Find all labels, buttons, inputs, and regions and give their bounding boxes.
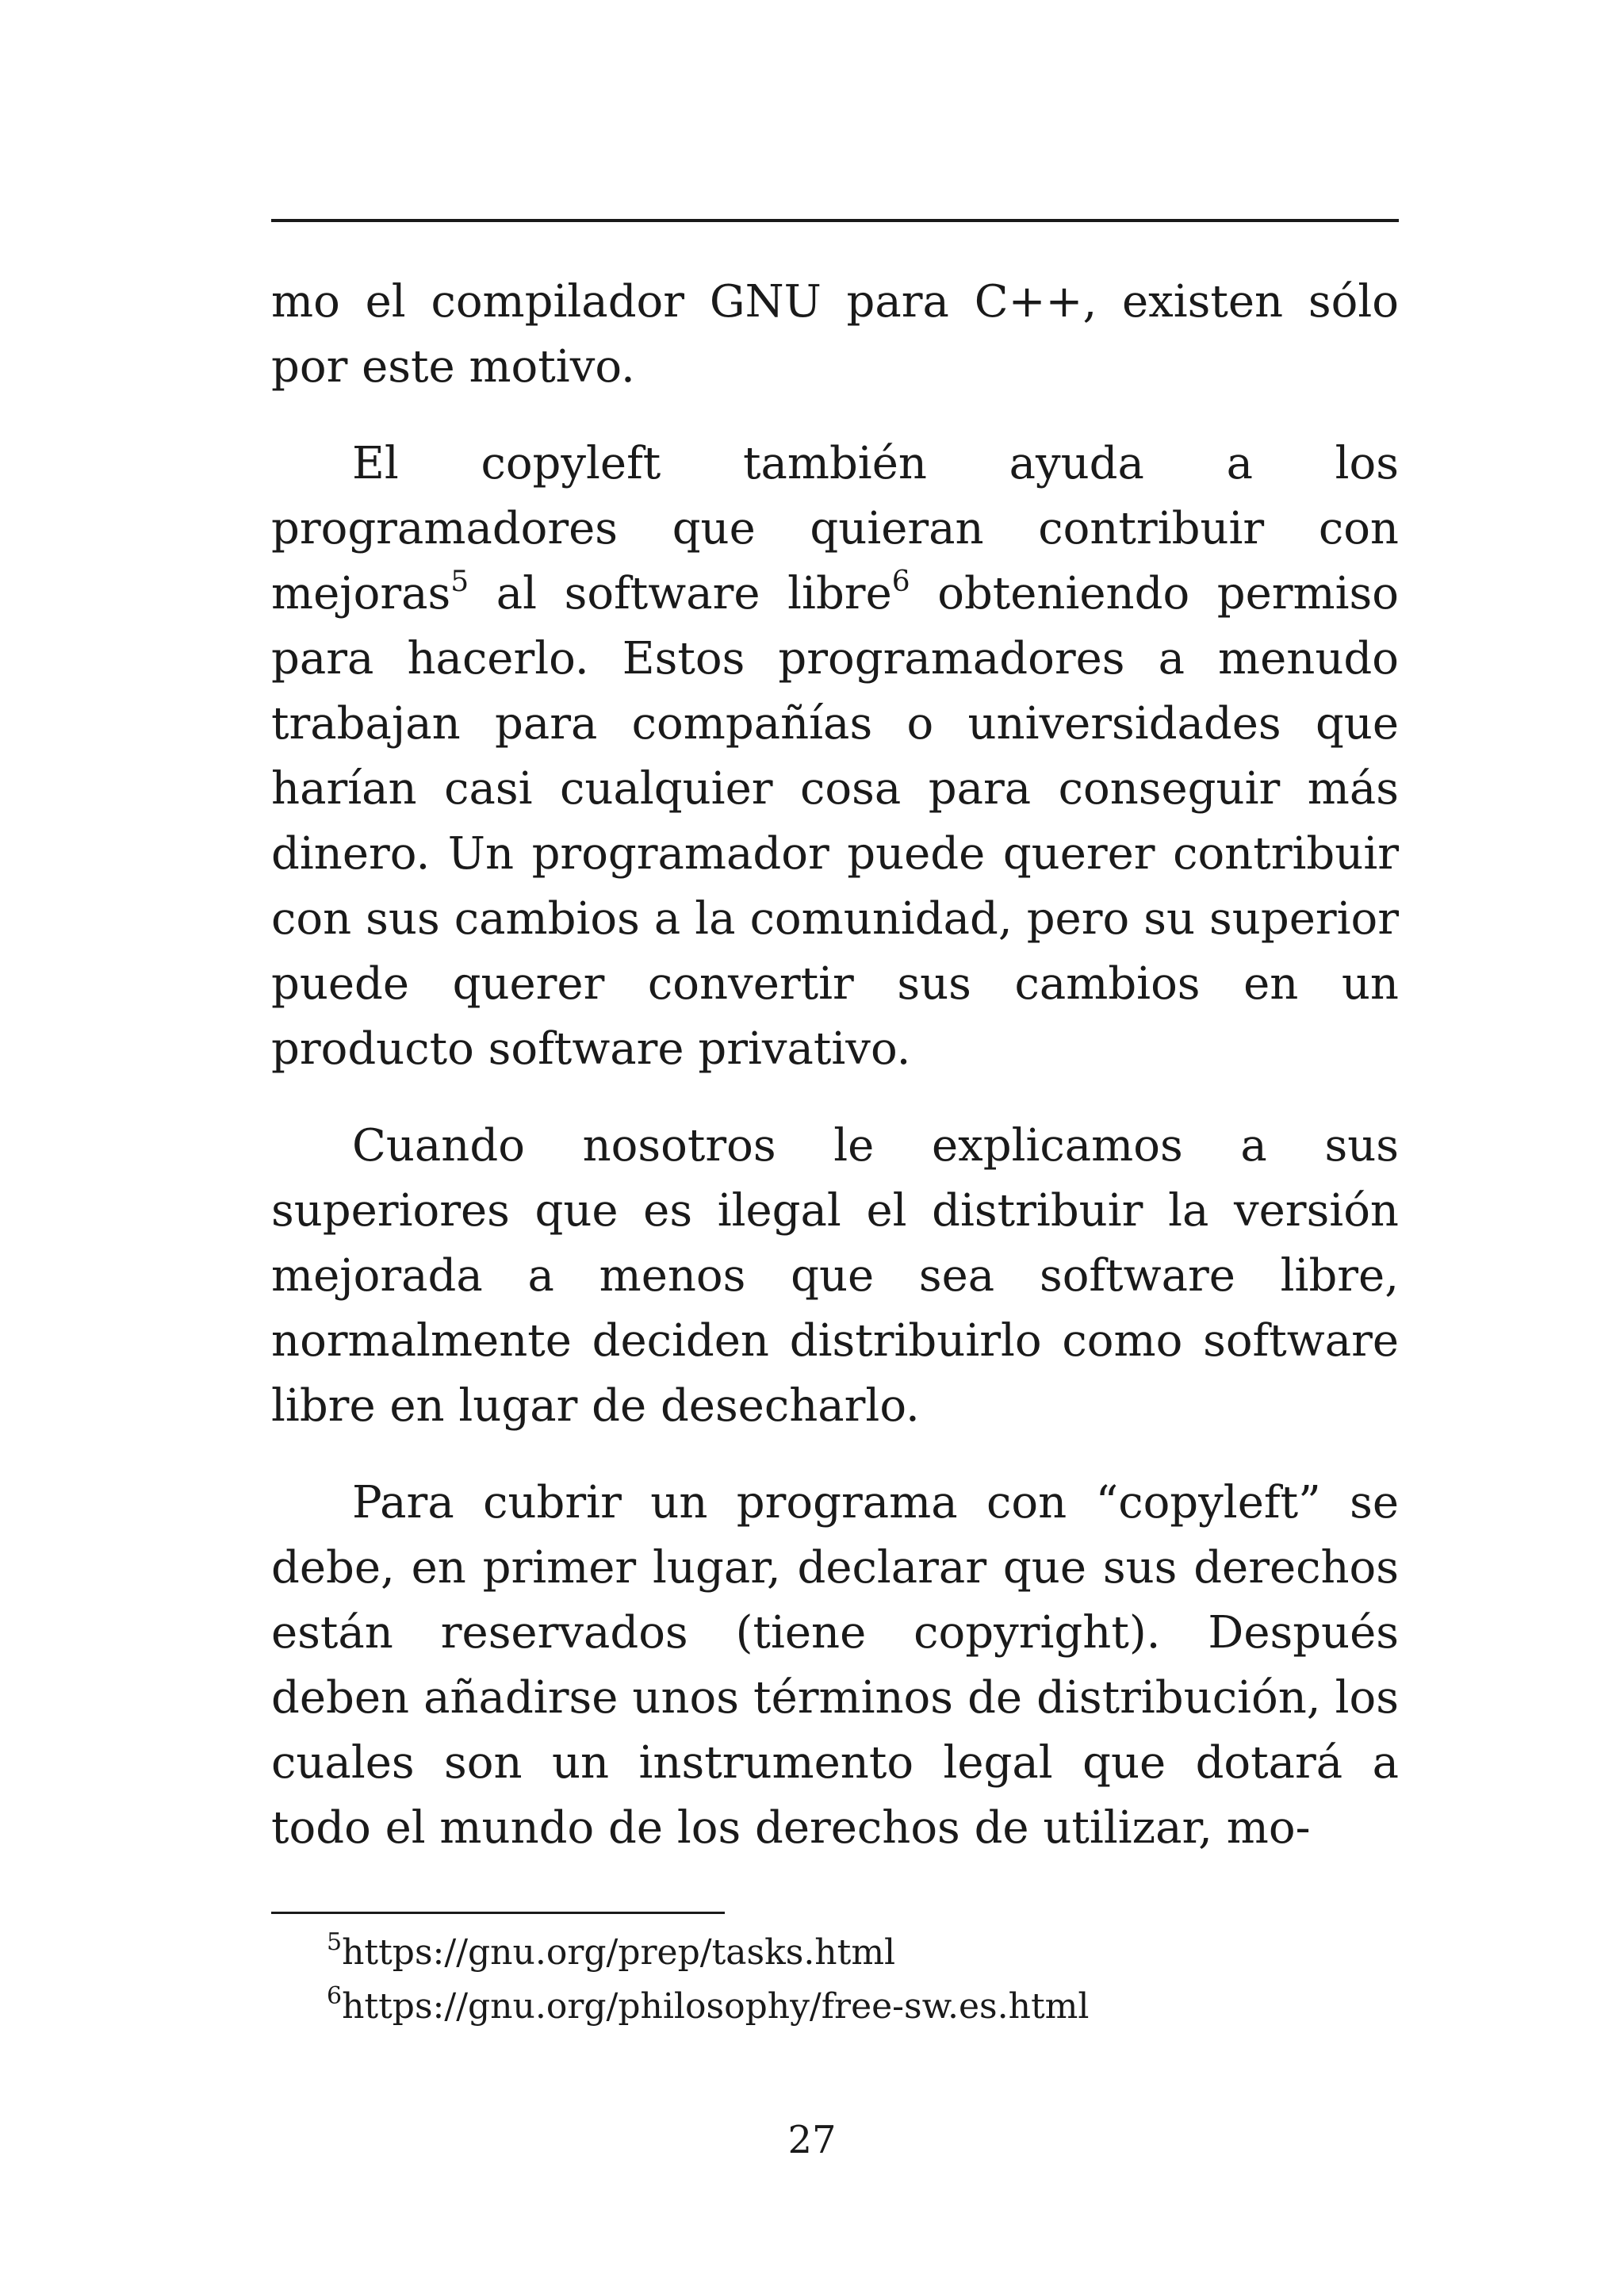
paragraph-2	[271, 432, 1399, 1082]
page-number: 27	[787, 2118, 837, 2162]
footnote-6-link[interactable]: https://gnu.org/philosophy/free-sw.es.html	[342, 1986, 1090, 2027]
paragraph-4: Para cubrir un programa con “copyleft” se debe, en primer lugar, declarar que sus derechos están reservados (tiene copyright). Después deben añadirse unos términos de distribución, los cuales son un instrumento legal que dotará a todo el mundo de los derechos de utilizar, mo-	[271, 1477, 1399, 1854]
paragraph-1: mo el compilador GNU para C++, existen sólo por este motivo.	[271, 276, 1399, 393]
footnote-5-link[interactable]: https://gnu.org/prep/tasks.html	[342, 1932, 896, 1973]
paragraph-3: Cuando nosotros le explicamos a sus superiores que es ilegal el distribuir la versión mejorada a menos que sea software libre, normalmente deciden distribuirlo como software libre en lugar de desecharlo.	[271, 1120, 1399, 1432]
paragraph-2-text-b: al software libre	[469, 568, 892, 619]
header-rule	[271, 219, 1399, 222]
footnote-6	[327, 1980, 1399, 2034]
footnotes	[327, 1926, 1399, 2034]
body-text	[271, 270, 1399, 1861]
footnote-rule	[271, 1912, 725, 1914]
footnote-ref-6: 6	[891, 566, 910, 598]
paragraph-2-text-c: obteniendo permiso para hacerlo. Estos programadores a menudo trabajan para compañías o universidades que harían casi cualquier cosa para conseguir más dinero. Un programador puede querer contribuir con sus cambios a la comunidad, pero su superior puede querer convertir sus cambios en un producto software privativo.	[271, 568, 1399, 1075]
paragraph-2-text-a: El copyleft también ayuda a los programadores que quieran contribuir con mejoras	[271, 438, 1399, 619]
footnote-6-mark: 6	[327, 1982, 343, 2010]
footnote-ref-5: 5	[450, 566, 469, 598]
footnote-5	[327, 1926, 1399, 1980]
footnote-5-mark: 5	[327, 1928, 343, 1956]
